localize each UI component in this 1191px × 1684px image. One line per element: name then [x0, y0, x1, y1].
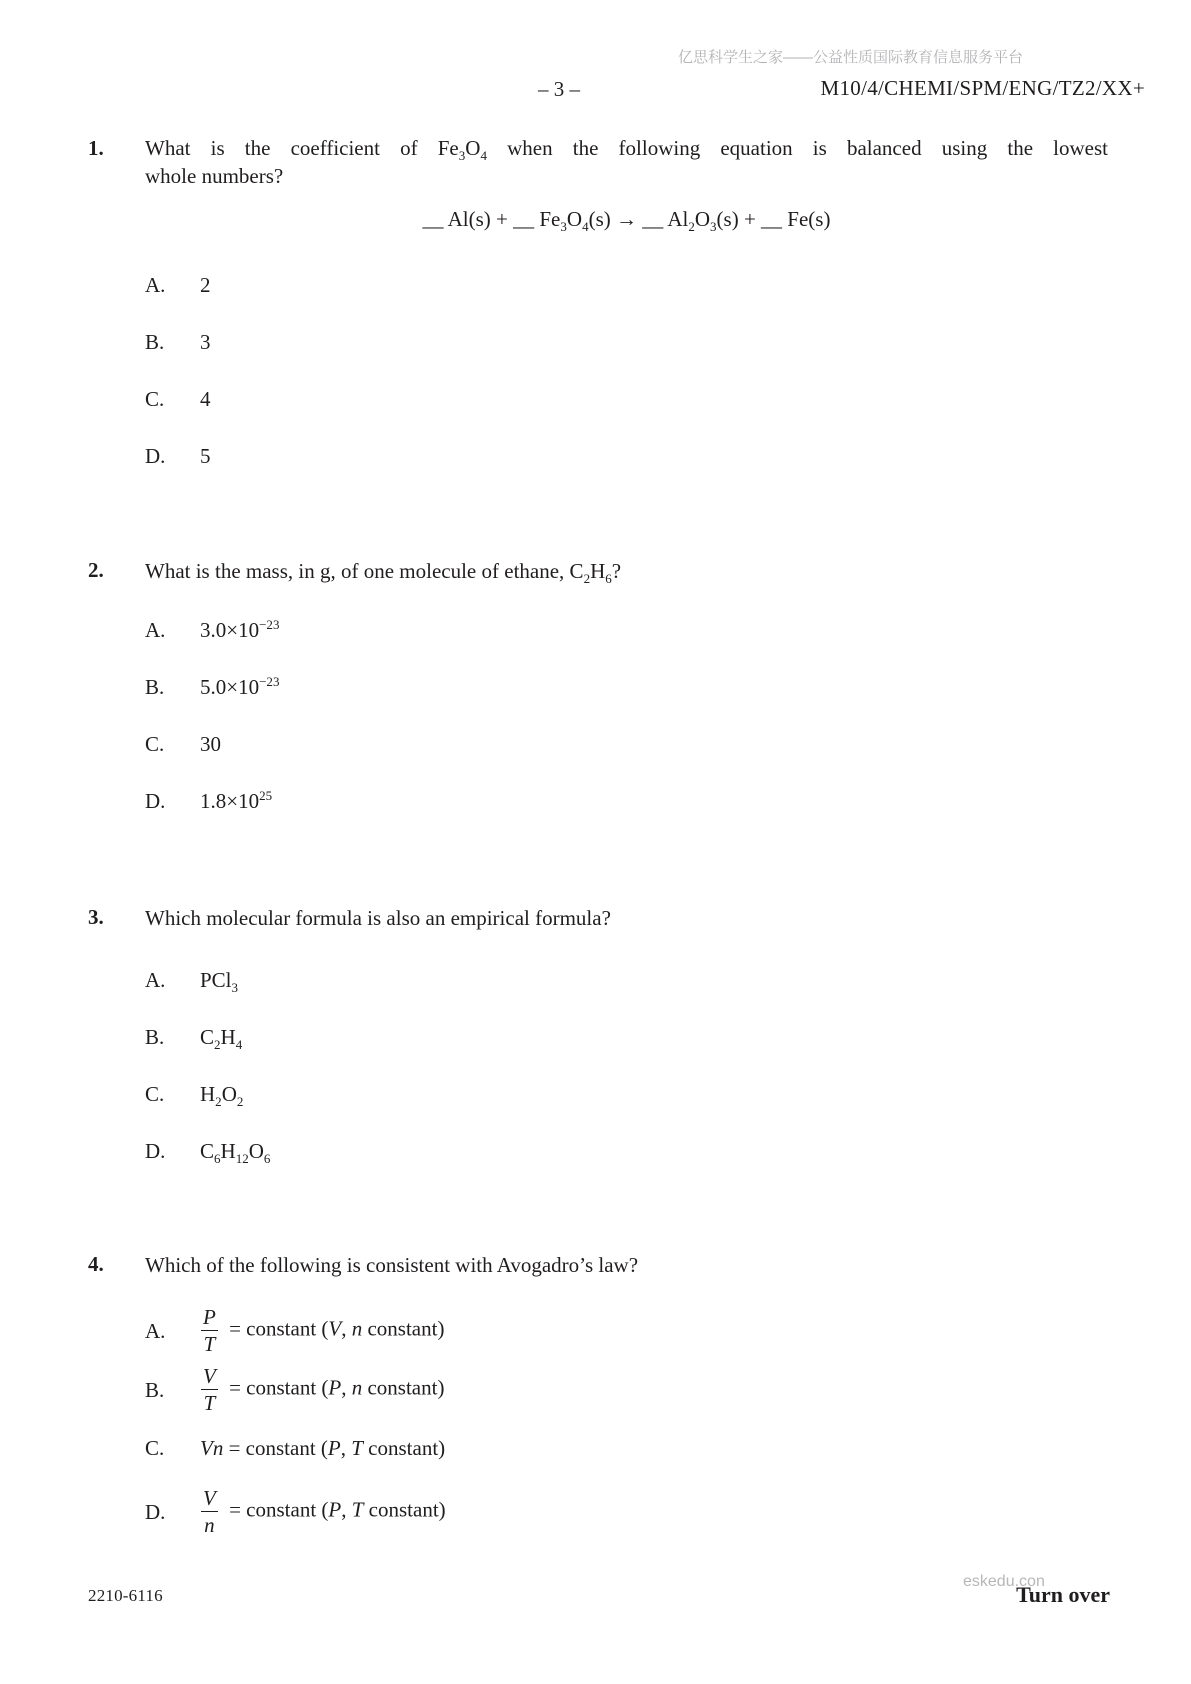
option-row: [145, 786, 1108, 816]
option-label: C.: [145, 732, 165, 756]
option-label: B.: [145, 1377, 165, 1402]
option-value: $\frac{V}{n}$ = constant (P, T constant): [203, 1486, 446, 1537]
option-row: [145, 1136, 1108, 1166]
question-4: [88, 1250, 1108, 1538]
option-value: $\frac{V}{T}$ = constant (P, n constant): [200, 1363, 1108, 1416]
option-value: 3: [200, 330, 211, 354]
option-label: A.: [145, 968, 166, 992]
header-watermark: 亿思科学生之家——公益性质国际教育信息服务平台: [678, 49, 1024, 66]
question-2-options: [145, 615, 1108, 816]
option-row: [145, 1434, 1108, 1462]
option-label: B.: [145, 1025, 165, 1049]
option-value: $H_2O_2$: [200, 1082, 244, 1110]
option-label: C.: [145, 1082, 165, 1106]
question-4-options: [145, 1304, 1108, 1538]
question-4-body: [145, 1250, 1108, 1538]
option-row: [145, 1079, 1108, 1109]
question-4-text: Which of the following is consistent with Avogadro’s law?: [145, 1253, 639, 1277]
question-3-body: [145, 903, 1108, 1166]
turn-over-label: Turn over: [1016, 1582, 1110, 1607]
question-3: [88, 903, 1108, 1166]
option-row: [145, 1363, 1108, 1416]
option-value: $C_2H_4$: [200, 1025, 243, 1053]
option-label: A.: [145, 273, 166, 297]
option-row: [145, 1304, 1108, 1357]
chemical-equation: __ Al(s) + __ $Fe_3O_4(s)$ → __ $Al_2O_3(s)$ + __ Fe(s): [422, 207, 831, 235]
question-1-number: 1.: [88, 136, 104, 160]
option-row: [145, 271, 1108, 299]
option-row: [145, 442, 1108, 470]
option-value: 2: [200, 273, 211, 297]
option-label: D.: [145, 789, 166, 813]
option-value: 5: [200, 444, 211, 468]
option-row: [145, 328, 1108, 356]
option-value: $C_6H_{12}O_6$: [200, 1139, 271, 1167]
option-label: C.: [145, 387, 165, 411]
question-1: [88, 134, 1108, 470]
option-label: D.: [145, 1499, 166, 1524]
footer-watermark: eskedu.con: [963, 1573, 1045, 1590]
option-label: C.: [145, 1436, 165, 1460]
document-code: 2210-6116: [88, 1586, 163, 1605]
question-1-body: [145, 134, 1108, 470]
option-row: [145, 965, 1108, 995]
page-number: – 3 –: [538, 77, 580, 101]
paper-code: M10/4/CHEMI/SPM/ENG/TZ2/XX+: [820, 76, 1145, 100]
option-label: B.: [145, 330, 165, 354]
question-2-text: What is the mass, in g, of one molecule of ethane, $C_2H_6$?: [145, 559, 622, 587]
option-label: B.: [145, 675, 165, 699]
option-value: PCl$_3$: [200, 968, 239, 996]
question-1-text-line1: What is the coefficient of $Fe_3O_4$ when the following equation is balanced using the lowest: [145, 136, 1109, 164]
option-value: $3.0\times 10^{-23}$: [200, 617, 280, 642]
question-1-options: [145, 271, 1108, 470]
option-label: D.: [145, 444, 166, 468]
question-2: [88, 556, 1108, 816]
option-row: [145, 385, 1108, 413]
option-value: Vn = constant (P, T constant): [200, 1436, 446, 1460]
option-row: [145, 615, 1108, 645]
option-label: A.: [145, 1318, 166, 1343]
option-value: 4: [200, 387, 211, 411]
option-row: [145, 1022, 1108, 1052]
option-value: $\frac{P}{T}$ = constant (V, n constant): [200, 1304, 1108, 1357]
question-2-body: [145, 556, 1108, 816]
option-value: 30: [200, 732, 221, 756]
option-row: [145, 1485, 1108, 1538]
question-3-text: Which molecular formula is also an empirical formula?: [145, 906, 611, 930]
option-value: $1.8\times 10^{25}$: [200, 788, 273, 813]
question-2-number: 2.: [88, 558, 104, 582]
question-1-text-line2: whole numbers?: [145, 164, 284, 188]
option-label: A.: [145, 618, 166, 642]
question-3-options: [145, 965, 1108, 1166]
question-3-number: 3.: [88, 905, 104, 929]
option-value: $5.0\times 10^{-23}$: [200, 674, 280, 699]
option-row: [145, 729, 1108, 759]
option-row: [145, 672, 1108, 702]
question-4-number: 4.: [88, 1252, 104, 1276]
option-label: D.: [145, 1139, 166, 1163]
